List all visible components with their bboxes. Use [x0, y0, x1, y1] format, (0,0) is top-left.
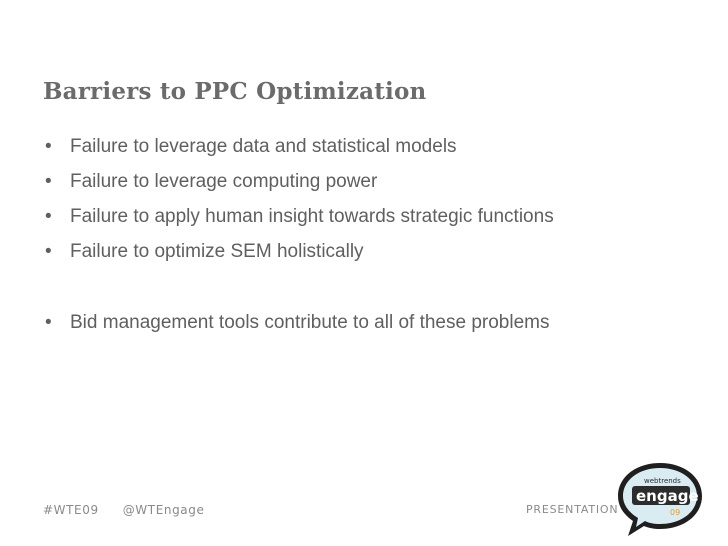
bullet-text: Failure to leverage data and statistical models	[70, 136, 457, 157]
bullet-text: Bid management tools contribute to all of these problems	[70, 312, 550, 333]
bullet-text: Failure to apply human insight towards strategic functions	[70, 206, 554, 227]
logo-year: 09	[670, 508, 681, 517]
bullet-marker: •	[45, 312, 52, 333]
slide-title: Barriers to PPC Optimization	[43, 78, 427, 105]
footer-hashtag: #WTE09	[43, 503, 99, 517]
bullet-marker: •	[45, 206, 52, 227]
footer-label: PRESENTATION	[526, 503, 619, 516]
bullet-item	[45, 136, 554, 171]
logo-brand-text: webtrends	[644, 477, 681, 485]
bullet-marker: •	[45, 171, 52, 192]
bullet-text: Failure to leverage computing power	[70, 171, 378, 192]
bullet-text: Failure to optimize SEM holistically	[70, 241, 364, 262]
footer-tags	[43, 503, 228, 517]
bullet-marker: •	[45, 136, 52, 157]
bullet-marker: •	[45, 241, 52, 262]
bullet-item	[45, 312, 554, 347]
bullet-item	[45, 206, 554, 241]
bullet-list	[45, 136, 554, 347]
webtrends-engage-logo	[614, 459, 706, 539]
bullet-item	[45, 171, 554, 206]
footer-handle: @WTEngage	[122, 503, 205, 517]
logo-word: engage	[636, 487, 699, 505]
bullet-item	[45, 241, 554, 276]
